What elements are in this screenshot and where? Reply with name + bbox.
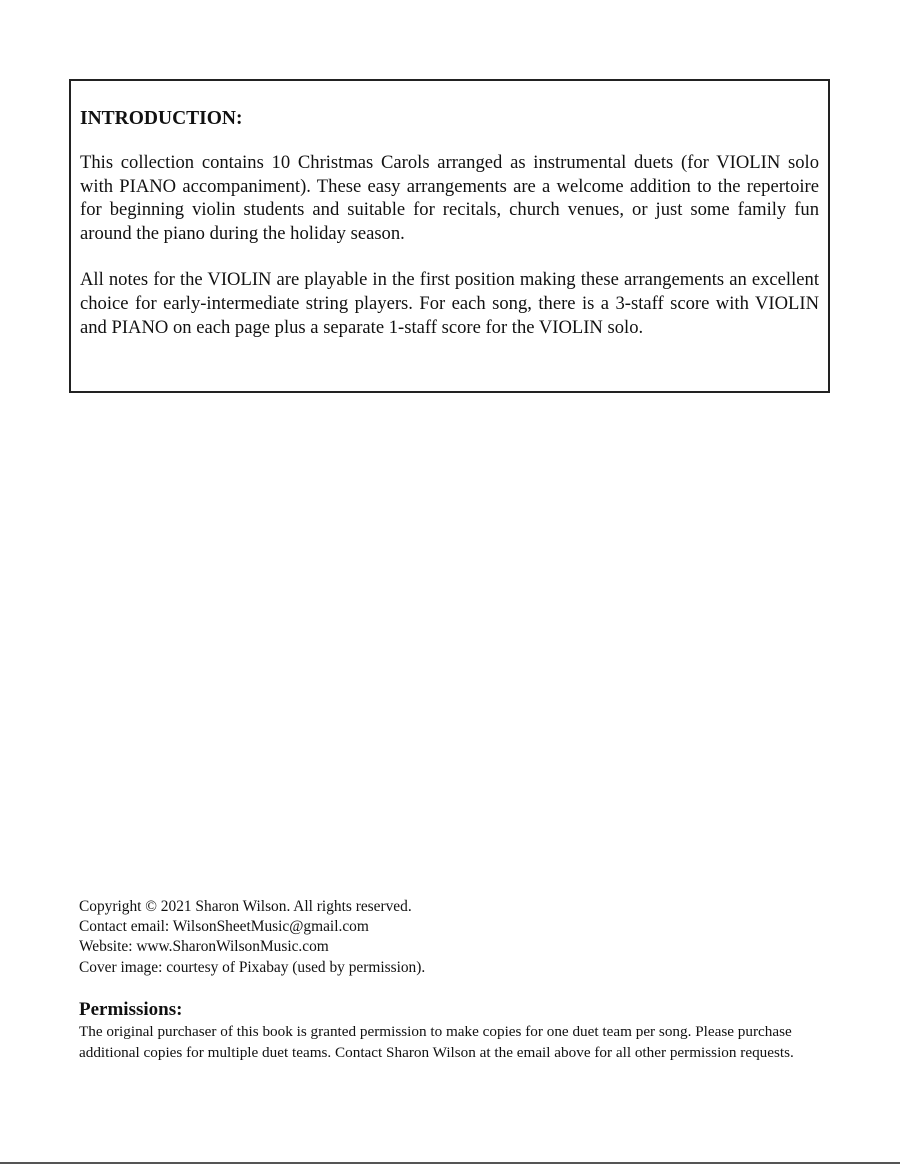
copyright-line: Copyright © 2021 Sharon Wilson. All rights reserved. bbox=[79, 898, 412, 915]
permissions-heading: Permissions: bbox=[79, 999, 183, 1020]
copyright-block bbox=[79, 897, 839, 978]
permissions-block bbox=[79, 999, 829, 1063]
introduction-paragraph-2: All notes for the VIOLIN are playable in the first position making these arrangements an excellent choice for early-intermediate string players. For each song, there is a 3-staff score with VIOLIN and PIANO on each page plus a separate 1-staff score for the VIOLIN solo. bbox=[80, 269, 819, 338]
website-line: Website: www.SharonWilsonMusic.com bbox=[79, 938, 329, 956]
introduction-paragraph-1: This collection contains 10 Christmas Carols arranged as instrumental duets (for VIOLIN solo with PIANO accompaniment). These easy arrangements are a welcome addition to the repertoire for beginning violin students and suitable for recitals, church venues, or just some family fun around the piano during the holiday season. bbox=[80, 152, 819, 244]
contact-email-line: Contact email: WilsonSheetMusic@gmail.com bbox=[79, 918, 369, 936]
introduction-heading: INTRODUCTION: bbox=[80, 108, 243, 129]
introduction-box bbox=[69, 79, 830, 393]
permissions-text: The original purchaser of this book is granted permission to make copies for one duet team per song. Please purchase additional copies for multiple duet teams. Contact Sharon Wilson at the email above for all other permission requests. bbox=[79, 1023, 794, 1061]
cover-image-credit-line: Cover image: courtesy of Pixabay (used by permission). bbox=[79, 958, 426, 976]
